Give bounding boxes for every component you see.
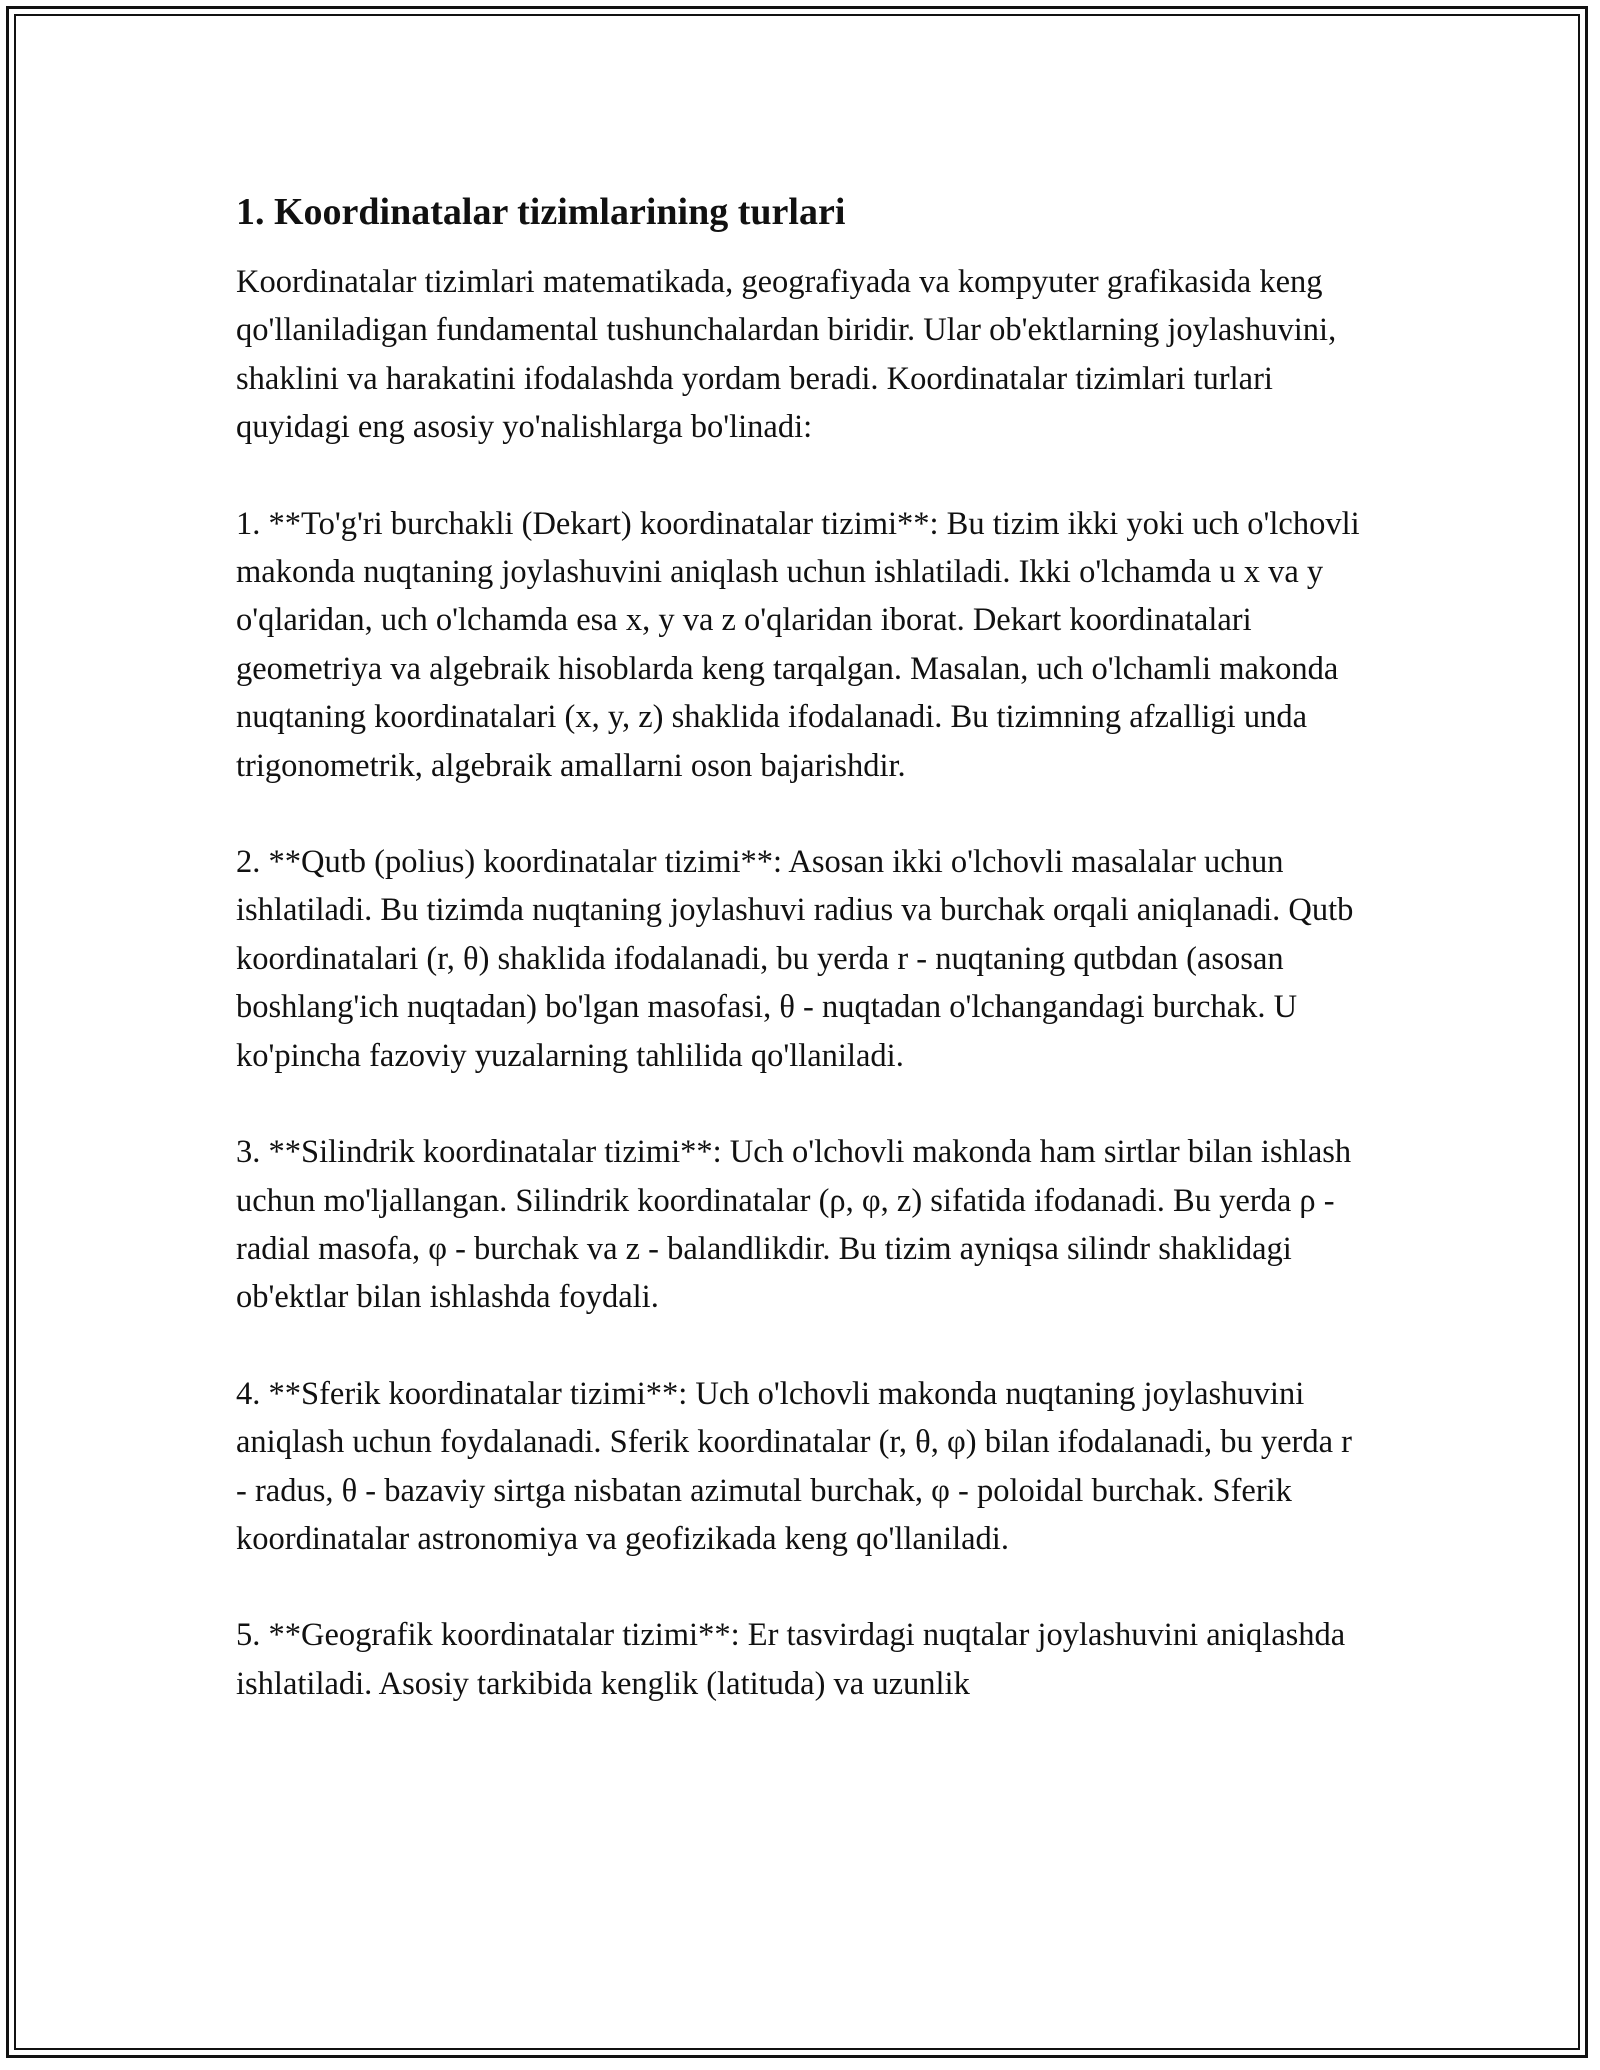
cartesian-paragraph: 1. **To'g'ri burchakli (Dekart) koordinatalar tizimi**: Bu tizim ikki yoki uch o'lchovli makonda nuqtaning joylashuvini aniqlash uchun ishlatiladi. Ikki o'lchamda u x va y o'qlaridan, uch o'lchamda esa x, y va z o'qlaridan iborat. Dekart koordinatalari geometriya va algebraik hisoblarda keng tarqalgan. Masalan, uch o'lchamli makonda nuqtaning koordinatalari (x, y, z) shaklida ifodalanadi. Bu tizimning afzalligi unda trigonometrik, algebraik amallarni oson bajarishdir. [236, 505, 1360, 784]
geographic-paragraph: 5. **Geografik koordinatalar tizimi**: Er tasvirdagi nuqtalar joylashuvini aniqlashda ishlatiladi. Asosiy tarkibida kenglik (latituda) va uzunlik [236, 1617, 1346, 1702]
section-heading: 1. Koordinatalar tizimlarining turlari [236, 191, 846, 233]
spherical-paragraph: 4. **Sferik koordinatalar tizimi**: Uch o'lchovli makonda nuqtaning joylashuvini aniqlash uchun foydalanadi. Sferik koordinatalar (r, θ, φ) bilan ifodalanadi, bu yerda r - radus, θ - bazaviy sirtga nisbatan azimutal burchak, φ - poloidal burchak. Sferik koordinatalar astronomiya va geofizikada keng qo'llaniladi. [236, 1375, 1352, 1557]
document-body [236, 186, 1366, 1708]
intro-paragraph: Koordinatalar tizimlari matematikada, geografiyada va kompyuter grafikasida keng qo'llaniladigan fundamental tushunchalardan biridir. Ular ob'ektlarning joylashuvini, shaklini va harakatini ifodalashda yordam beradi. Koordinatalar tizimlari turlari quyidagi eng asosiy yo'nalishlarga bo'linadi: [236, 264, 1337, 446]
cylindrical-paragraph: 3. **Silindrik koordinatalar tizimi**: Uch o'lchovli makonda ham sirtlar bilan ishlash uchun mo'ljallangan. Silindrik koordinatalar (ρ, φ, z) sifatida ifodanadi. Bu yerda ρ - radial masofa, φ - burchak va z - balandlikdir. Bu tizim ayniqsa silindr shaklidagi ob'ektlar bilan ishlashda foydali. [236, 1134, 1352, 1316]
polar-paragraph: 2. **Qutb (polius) koordinatalar tizimi**: Asosan ikki o'lchovli masalalar uchun ishlatiladi. Bu tizimda nuqtaning joylashuvi radius va burchak orqali aniqlanadi. Qutb koordinatalari (r, θ) shaklida ifodalanadi, bu yerda r - nuqtaning qutbdan (asosan boshlang'ich nuqtadan) bo'lgan masofasi, θ - nuqtadan o'lchangandagi burchak. U ko'pincha fazoviy yuzalarning tahlilida qo'llaniladi. [236, 844, 1354, 1074]
